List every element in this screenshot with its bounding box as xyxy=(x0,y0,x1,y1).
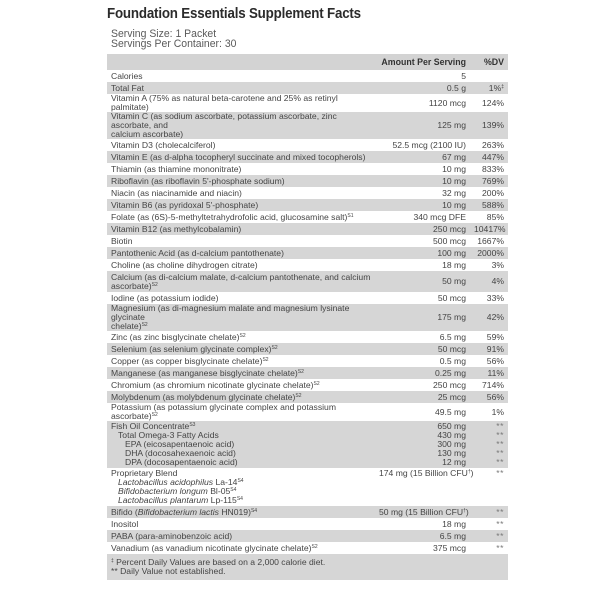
nutrient-name: Iodine (as potassium iodide) xyxy=(107,292,375,304)
table-row xyxy=(107,235,508,247)
probiotic-strain: Lactobacillus plantarum $Lp-115^{S4}$ xyxy=(118,495,243,505)
nutrient-name: Selenium (as selenium glycinate complex)$^{S2}$ xyxy=(107,343,375,355)
strain-species: Lactobacillus acidophilus xyxy=(118,477,214,487)
fish-oil-line-dv: ** xyxy=(496,439,504,449)
nutrient-name: Vitamin E (as d-alpha tocopheryl succinate and mixed tocopherols) xyxy=(107,151,375,163)
percent-dv: 56% xyxy=(470,391,508,403)
table-row xyxy=(107,331,508,343)
table-row xyxy=(107,530,508,542)
fish-oil-line-name: EPA (eicosapentaenoic acid) xyxy=(125,439,235,449)
amount-per-serving: 250 mcg xyxy=(375,379,470,391)
percent-dv: 33% xyxy=(470,292,508,304)
proprietary-blend-dv xyxy=(467,468,508,506)
table-header-row xyxy=(107,54,508,70)
supplement-facts-panel xyxy=(107,6,508,580)
nutrient-name: Niacin (as niacinamide and niacin) xyxy=(107,187,375,199)
servings-per-container: Servings Per Container: 30 xyxy=(111,38,237,50)
fish-oil-line-amount: 12 mg xyxy=(442,457,466,467)
percent-dv: 56% xyxy=(470,355,508,367)
fish-oil-line-amount: 650 mg xyxy=(437,421,466,431)
percent-dv: 2000% xyxy=(470,247,508,259)
superscript-note: S2 xyxy=(151,281,158,288)
amount-per-serving: 125 mg xyxy=(375,112,470,139)
amount-per-serving: 50 mg (15 Billion CFU†) xyxy=(375,506,470,518)
fish-oil-line-name: Total Omega-3 Fatty Acids xyxy=(118,430,219,440)
fish-oil-line-amount: 130 mg xyxy=(437,448,466,458)
superscript-note: S2 xyxy=(313,380,320,387)
fish-oil-amounts xyxy=(375,421,470,468)
page-title: Foundation Essentials Supplement Facts xyxy=(107,6,361,22)
strain-species: Bifidobacterium longum xyxy=(118,486,208,496)
amount-per-serving: 250 mcg xyxy=(375,223,470,235)
superscript-note: S2 xyxy=(262,356,269,363)
footnote-mark: ** xyxy=(111,566,118,576)
footnotes xyxy=(107,554,508,580)
table-row xyxy=(107,304,508,331)
footnotes-row xyxy=(107,554,508,580)
superscript-note: S2 xyxy=(239,332,246,339)
amount-per-serving: 50 mcg xyxy=(375,292,470,304)
proprietary-blend-dv-text: ** xyxy=(496,468,504,478)
percent-dv: ** xyxy=(470,518,508,530)
table-row xyxy=(107,247,508,259)
amount-per-serving: 6.5 mg xyxy=(375,331,470,343)
amount-per-serving: 1120 mcg xyxy=(375,94,470,112)
probiotic-strain: Lactobacillus acidophilus $La-14^{S4}$ xyxy=(118,477,244,487)
percent-dv: 1% xyxy=(470,403,508,421)
nutrient-name: Thiamin (as thiamine mononitrate) xyxy=(107,163,375,175)
table-row xyxy=(107,223,508,235)
percent-dv: 3% xyxy=(470,259,508,271)
amount-per-serving: 10 mg xyxy=(375,163,470,175)
table-row xyxy=(107,403,508,421)
superscript-note: S2 xyxy=(295,392,302,399)
percent-dv: 4% xyxy=(470,271,508,292)
percent-dv: 833% xyxy=(470,163,508,175)
footnote: ** Daily Value not established. xyxy=(111,566,226,576)
table-row xyxy=(107,187,508,199)
percent-dv: ** xyxy=(470,542,508,554)
percent-dv: 714% xyxy=(470,379,508,391)
proprietary-blend-title: Proprietary Blend xyxy=(111,468,178,478)
fish-oil-line-amount: 430 mg xyxy=(437,430,466,440)
nutrient-name: Vitamin B12 (as methylcobalamin) xyxy=(107,223,375,235)
table-row xyxy=(107,211,508,223)
superscript-note: S2 xyxy=(271,344,278,351)
nutrient-name: Vitamin A (75% as natural beta-carotene and 25% as retinyl palmitate) xyxy=(107,94,375,112)
fish-oil-line-dv: ** xyxy=(496,457,504,467)
superscript-note: ‡ xyxy=(111,558,114,564)
nutrient-name: Zinc (as zinc bisglycinate chelate)$^{S2}$ xyxy=(107,331,375,343)
nutrient-name xyxy=(107,304,375,331)
table-row xyxy=(107,355,508,367)
table-row xyxy=(107,271,508,292)
footnote: ‡ Percent Daily Values are based on a 2,000 calorie diet. xyxy=(111,557,326,567)
table-row xyxy=(107,518,508,530)
superscript-note: † xyxy=(467,469,471,475)
table-row xyxy=(107,139,508,151)
table-row xyxy=(107,163,508,175)
fish-oil-line-name: DHA (docosahexaenoic acid) xyxy=(125,448,236,458)
nutrient-name: Vanadium (as vanadium nicotinate glycinate chelate)$^{S2}$ xyxy=(107,542,375,554)
table-row xyxy=(107,259,508,271)
amount-per-serving: 0.5 mg xyxy=(375,355,470,367)
amount-per-serving: 100 mg xyxy=(375,247,470,259)
percent-dv: 59% xyxy=(470,331,508,343)
amount-per-serving: 50 mg xyxy=(375,271,470,292)
table-row xyxy=(107,379,508,391)
fish-oil-line-name: DPA (docosapentaenoic acid) xyxy=(125,457,238,467)
amount-per-serving: 10 mg xyxy=(375,175,470,187)
fish-oil-line-dv: ** xyxy=(496,430,504,440)
table-row xyxy=(107,112,508,139)
table-row xyxy=(107,199,508,211)
nutrient-name xyxy=(107,112,375,139)
percent-dv: 11% xyxy=(470,367,508,379)
nutrient-name-line: Magnesium (as di-magnesium malate and magnesium lysinate glycinate xyxy=(111,303,350,322)
superscript-note: ‡ xyxy=(501,83,504,90)
fish-oil-dv xyxy=(470,421,508,468)
nutrient-name: Inositol xyxy=(107,518,375,530)
nutrient-name-line: chelate)$^{S2}$ xyxy=(111,321,148,331)
percent-dv: 124% xyxy=(470,94,508,112)
nutrient-name-line: ascorbate)$^{S2}$ xyxy=(111,280,158,291)
nutrient-name xyxy=(107,271,375,292)
nutrient-name-line: calcium ascorbate) xyxy=(111,129,184,139)
amount-per-serving: 32 mg xyxy=(375,187,470,199)
percent-dv: 447% xyxy=(470,151,508,163)
strain-species: Lactobacillus plantarum xyxy=(118,495,209,505)
table-row xyxy=(107,175,508,187)
superscript-note: S2 xyxy=(151,412,158,418)
fish-oil-line-dv: ** xyxy=(496,448,504,458)
proprietary-blend-amount xyxy=(375,468,470,506)
nutrient-name: Calories xyxy=(107,70,375,82)
superscript-note: S2 xyxy=(141,322,148,328)
nutrient-name-line: Calcium (as di-calcium malate, d-calcium pantothenate, and calcium xyxy=(111,271,371,282)
amount-per-serving: 375 mcg xyxy=(375,542,470,554)
table-row xyxy=(107,70,508,82)
percent-dv: ** xyxy=(470,530,508,542)
nutrient-name: Total Fat xyxy=(107,82,375,94)
proprietary-blend-amount-text: 174 mg (15 Billion CFU† xyxy=(379,468,471,478)
proprietary-blend-row xyxy=(107,468,508,506)
fish-oil-line-name: Fish Oil Concentrate$^{S3}$ xyxy=(111,421,196,431)
percent-dv: 91% xyxy=(470,343,508,355)
species-name: Bifidobacterium lactis xyxy=(137,506,219,517)
amount-per-serving: 49.5 mg xyxy=(375,403,470,421)
superscript-note: S2 xyxy=(297,368,304,375)
percent-dv xyxy=(470,70,508,82)
percent-dv: 139% xyxy=(470,112,508,139)
serving-info xyxy=(111,29,488,49)
percent-dv: 1667% xyxy=(470,235,508,247)
nutrient-name: Copper (as copper bisglycinate chelate)$^{S2}$ xyxy=(107,355,375,367)
superscript-note: S2 xyxy=(311,543,318,550)
percent-dv: 42% xyxy=(470,304,508,331)
nutrient-name: Vitamin B6 (as pyridoxal 5'-phosphate) xyxy=(107,199,375,211)
amount-per-serving: 340 mcg DFE xyxy=(375,211,470,223)
amount-per-serving: 10 mg xyxy=(375,199,470,211)
fish-oil-line-amount: 300 mg xyxy=(437,439,466,449)
table-row xyxy=(107,343,508,355)
nutrient-name: Chromium (as chromium nicotinate glycinate chelate)$^{S2}$ xyxy=(107,379,375,391)
superscript-note: S4 xyxy=(250,507,258,514)
nutrient-name: Folate (as (6S)-5-methyltetrahydrofolic acid, glucosamine salt)$^{S1}$ xyxy=(107,211,375,223)
percent-dv: 769% xyxy=(470,175,508,187)
amount-per-serving: 50 mcg xyxy=(375,343,470,355)
amount-per-serving: 25 mcg xyxy=(375,391,470,403)
amount-per-serving: 67 mg xyxy=(375,151,470,163)
nutrient-name-line: Vitamin C (as sodium ascorbate, potassium ascorbate, zinc ascorbate, and xyxy=(111,111,337,130)
table-row xyxy=(107,506,508,518)
nutrient-name: Molybdenum (as molybdenum glycinate chelate)$^{S2}$ xyxy=(107,391,375,403)
supplement-facts-table xyxy=(107,54,508,580)
percent-dv: ** xyxy=(470,506,508,518)
percent-dv: 1%‡ xyxy=(470,82,508,94)
table-row xyxy=(107,542,508,554)
superscript-note: † xyxy=(463,507,466,514)
header-amount: Amount Per Serving xyxy=(375,54,470,70)
proprietary-blend-names xyxy=(107,468,375,506)
nutrient-name: Manganese (as manganese bisglycinate chelate)$^{S2}$ xyxy=(107,367,375,379)
table-row xyxy=(107,94,508,112)
percent-dv: 200% xyxy=(470,187,508,199)
amount-per-serving: 0.25 mg xyxy=(375,367,470,379)
nutrient-name: Biotin xyxy=(107,235,375,247)
fish-oil-row xyxy=(107,421,508,468)
amount-per-serving: 6.5 mg xyxy=(375,530,470,542)
superscript-note: S3 xyxy=(189,422,196,428)
amount-per-serving: 175 mg xyxy=(375,304,470,331)
superscript-note: S4 xyxy=(236,496,243,502)
nutrient-name: Potassium (as potassium glycinate complex and potassium ascorbate)$^{S2}$ xyxy=(107,403,375,421)
header-dv: %DV xyxy=(470,54,508,70)
nutrient-name: PABA (para-aminobenzoic acid) xyxy=(107,530,375,542)
nutrient-name: Pantothenic Acid (as d-calcium pantothenate) xyxy=(107,247,375,259)
table-row xyxy=(107,151,508,163)
amount-per-serving: 18 mg xyxy=(375,518,470,530)
nutrient-name: Vitamin D3 (cholecalciferol) xyxy=(107,139,375,151)
percent-dv: 588% xyxy=(470,199,508,211)
superscript-note: S1 xyxy=(347,212,354,219)
header-name xyxy=(107,54,375,70)
amount-per-serving: 0.5 g xyxy=(375,82,470,94)
percent-dv: 10417% xyxy=(470,223,508,235)
fish-oil-names xyxy=(107,421,375,468)
probiotic-strain: Bifidobacterium longum $Bl-05^{S4}$ xyxy=(118,486,237,496)
percent-dv: 263% xyxy=(470,139,508,151)
superscript-note: S4 xyxy=(237,478,244,484)
nutrient-name: Bifido (Bifidobacterium lactis HN019)$^{S4}$ xyxy=(107,506,375,518)
amount-per-serving: 52.5 mcg (2100 IU) xyxy=(375,139,470,151)
amount-per-serving: 18 mg xyxy=(375,259,470,271)
nutrient-name: Riboflavin (as riboflavin 5'-phosphate sodium) xyxy=(107,175,375,187)
fish-oil-line-dv: ** xyxy=(496,421,504,431)
amount-per-serving: 5 xyxy=(375,70,470,82)
table-row xyxy=(107,367,508,379)
superscript-note: S4 xyxy=(230,487,237,493)
serving-size: Serving Size: 1 Packet xyxy=(111,28,217,40)
percent-dv: 85% xyxy=(470,211,508,223)
amount-per-serving: 500 mcg xyxy=(375,235,470,247)
nutrient-name: Choline (as choline dihydrogen citrate) xyxy=(107,259,375,271)
